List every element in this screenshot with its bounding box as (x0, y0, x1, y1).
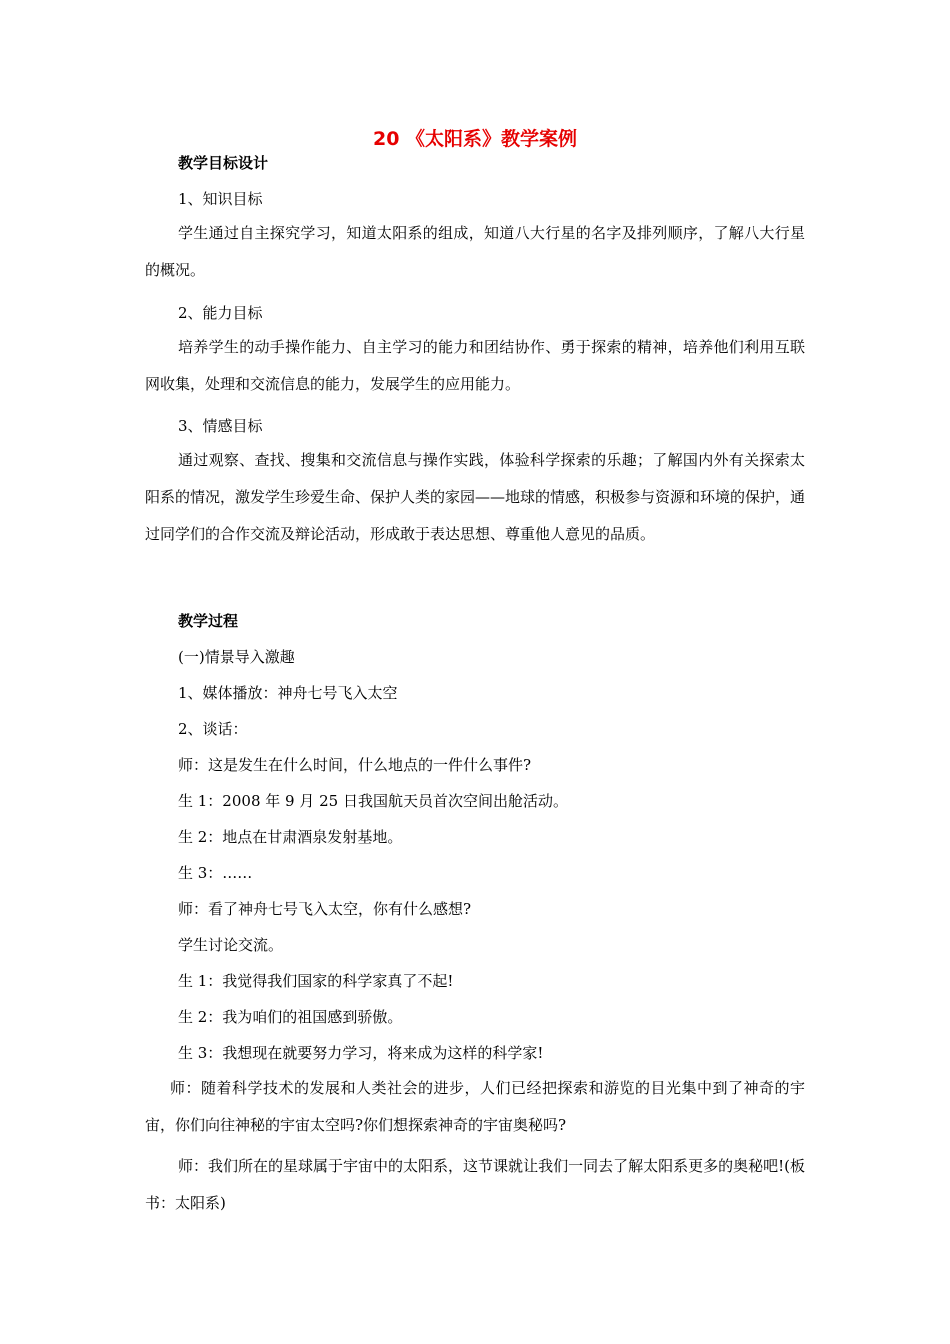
goal-ability-label: 2、能力目标 (178, 304, 263, 322)
dialogue-line: 生 1：2008 年 9 月 25 日我国航天员首次空间出舱活动。 (178, 792, 568, 810)
goal-knowledge-text: 学生通过自主探究学习，知道太阳系的组成，知道八大行星的名字及排列顺序，了解八大行星的概况。 (145, 224, 805, 279)
dialogue-line: 生 2：地点在甘肃酒泉发射基地。 (178, 828, 403, 846)
dialogue-line: 师：看了神舟七号飞入太空，你有什么感想? (178, 900, 472, 918)
step-intro: (一)情景导入激趣 (178, 648, 295, 666)
goal-emotion-label: 3、情感目标 (178, 417, 263, 435)
media-line: 1、媒体播放：神舟七号飞入太空 (178, 684, 398, 702)
goal-emotion-text: 通过观察、查找、搜集和交流信息与操作实践，体验科学探索的乐趣；了解国内外有关探索太阳系的情况，激发学生珍爱生命、保护人类的家园——地球的情感，积极参与资源和环境的保护，通过同学们的合作交流及辩论活动，形成敢于表达思想、尊重他人意见的品质。 (145, 451, 806, 543)
talk-line: 2、谈话： (178, 720, 248, 738)
goal-knowledge-label: 1、知识目标 (178, 190, 263, 208)
section-heading-process: 教学过程 (178, 612, 239, 630)
document-title: 20 《太阳系》教学案例 (372, 128, 578, 150)
teacher-paragraph-1: 师：随着科学技术的发展和人类社会的进步，人们已经把探索和游览的目光集中到了神奇的宇宙，你们向往神秘的宇宙太空吗?你们想探索神奇的宇宙奥秘吗? (145, 1079, 805, 1134)
dialogue-line: 生 3：…… (178, 864, 253, 882)
section-heading-objectives: 教学目标设计 (178, 154, 269, 172)
dialogue-line: 生 2：我为咱们的祖国感到骄傲。 (178, 1008, 403, 1026)
teacher-paragraph-2: 师：我们所在的星球属于宇宙中的太阳系，这节课就让我们一同去了解太阳系更多的奥秘吧!(板书：太阳系) (145, 1157, 805, 1212)
dialogue-line: 生 1：我觉得我们国家的科学家真了不起! (178, 972, 454, 990)
dialogue-line: 学生讨论交流。 (178, 936, 284, 954)
dialogue-line: 师：这是发生在什么时间，什么地点的一件什么事件? (178, 756, 532, 774)
goal-ability-text: 培养学生的动手操作能力、自主学习的能力和团结协作、勇于探索的精神，培养他们利用互联网收集，处理和交流信息的能力，发展学生的应用能力。 (145, 338, 805, 393)
dialogue-line: 生 3：我想现在就要努力学习，将来成为这样的科学家! (178, 1044, 544, 1062)
